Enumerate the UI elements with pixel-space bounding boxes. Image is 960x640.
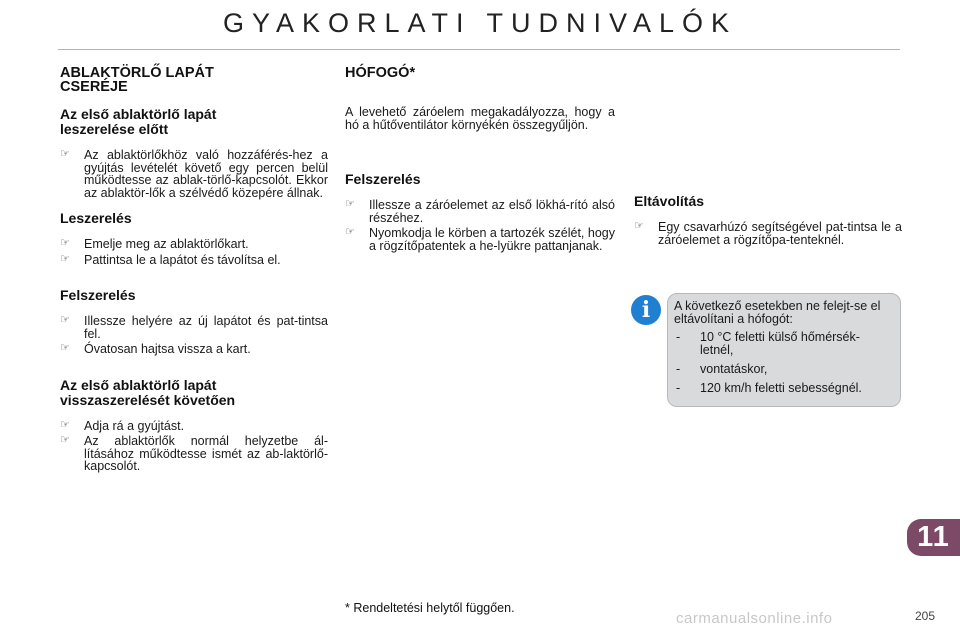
subheading-removal: Leszerelés (60, 210, 132, 226)
middle-column (345, 66, 615, 255)
list-item: - 10 °C feletti külső hőmérsék-letnél, (676, 330, 860, 357)
page-number: 205 (915, 609, 936, 623)
list-item: ☞ Az ablaktörlőkhöz való hozzáférés-hez a gyújtás levételét követő egy percen belül működtesse az ablak-törlő-kapcsolót. Ekkor az ablaktör-lők a szélvédő közepére állnak. (60, 148, 328, 200)
info-icon: i (631, 295, 661, 325)
list-installation (60, 315, 328, 356)
snow-guard-intro: A levehető záróelem megakadályozza, hogy a hó a hűtőventilátor környékén összegyűljön. (345, 105, 615, 132)
subheading-installation: Felszerelés (60, 287, 136, 303)
list-item: ☞ Óvatosan hajtsa vissza a kart. (60, 342, 251, 356)
subheading-before-removal: Az első ablaktörlő lapát leszerelése előtt (60, 106, 217, 137)
list-snow-guard-installation (345, 199, 615, 252)
info-list (674, 331, 892, 395)
list-item: ☞ Nyomkodja le körben a tartozék szélét, hogy a rögzítőpatentek a he-lyükre pattanjanak. (345, 226, 615, 253)
list-before-removal (60, 149, 328, 199)
pointing-hand-icon: ☞ (60, 418, 70, 431)
info-box (667, 293, 901, 407)
pointing-hand-icon: ☞ (60, 252, 70, 265)
pointing-hand-icon: ☞ (60, 314, 70, 326)
section-heading-wiper: ABLAKTÖRLŐ LAPÁT CSERÉJE (60, 65, 214, 95)
list-item: ☞ Illessze helyére az új lapátot és pat-tintsa fel. (60, 314, 328, 341)
pointing-hand-icon: ☞ (345, 226, 355, 238)
footnote: * Rendeltetési helytől függően. (345, 601, 515, 615)
list-item: ☞ Az ablaktörlők normál helyzetbe ál-lításához működtesse ismét az ab-laktörlő-kapcsolót. (60, 434, 328, 473)
list-after-refit (60, 420, 328, 473)
list-removal (60, 238, 328, 266)
subheading-removal-snow-guard: Eltávolítás (634, 193, 705, 209)
info-intro: A következő esetekben ne felejt-se el eltávolítani a hófogót: (674, 299, 881, 326)
left-column (60, 66, 328, 476)
title-divider (58, 49, 900, 50)
list-item: ☞ Adja rá a gyújtást. (60, 418, 185, 433)
pointing-hand-icon: ☞ (60, 434, 70, 446)
pointing-hand-icon: ☞ (60, 342, 70, 354)
page-title: GYAKORLATI TUDNIVALÓK (222, 8, 738, 38)
list-item: - 120 km/h feletti sebességnél. (676, 381, 862, 395)
pointing-hand-icon: ☞ (60, 148, 70, 160)
watermark: carmanualsonline.info (676, 610, 833, 627)
subheading-after-refit: Az első ablaktörlő lapát visszaszerelését követően (60, 376, 236, 408)
pointing-hand-icon: ☞ (634, 220, 644, 232)
chapter-tab: 11 (907, 519, 960, 556)
list-item: - vontatáskor, (676, 362, 768, 376)
pointing-hand-icon: ☞ (345, 198, 355, 210)
pointing-hand-icon: ☞ (60, 237, 70, 249)
list-item: ☞ Egy csavarhúzó segítségével pat-tintsa le a záróelemet a rögzítőpa-tenteknél. (634, 220, 902, 247)
subheading-snow-guard-installation: Felszerelés (345, 171, 421, 187)
right-column (634, 194, 902, 249)
section-heading-snow-guard: HÓFOGÓ* (345, 65, 416, 81)
list-snow-guard-removal (634, 221, 902, 246)
list-item: ☞ Illessze a záróelemet az első lökhá-rító alsó részéhez. (345, 198, 615, 225)
list-item: ☞ Emelje meg az ablaktörlőkart. (60, 237, 249, 251)
list-item: ☞ Pattintsa le a lapátot és távolítsa el. (60, 252, 281, 267)
